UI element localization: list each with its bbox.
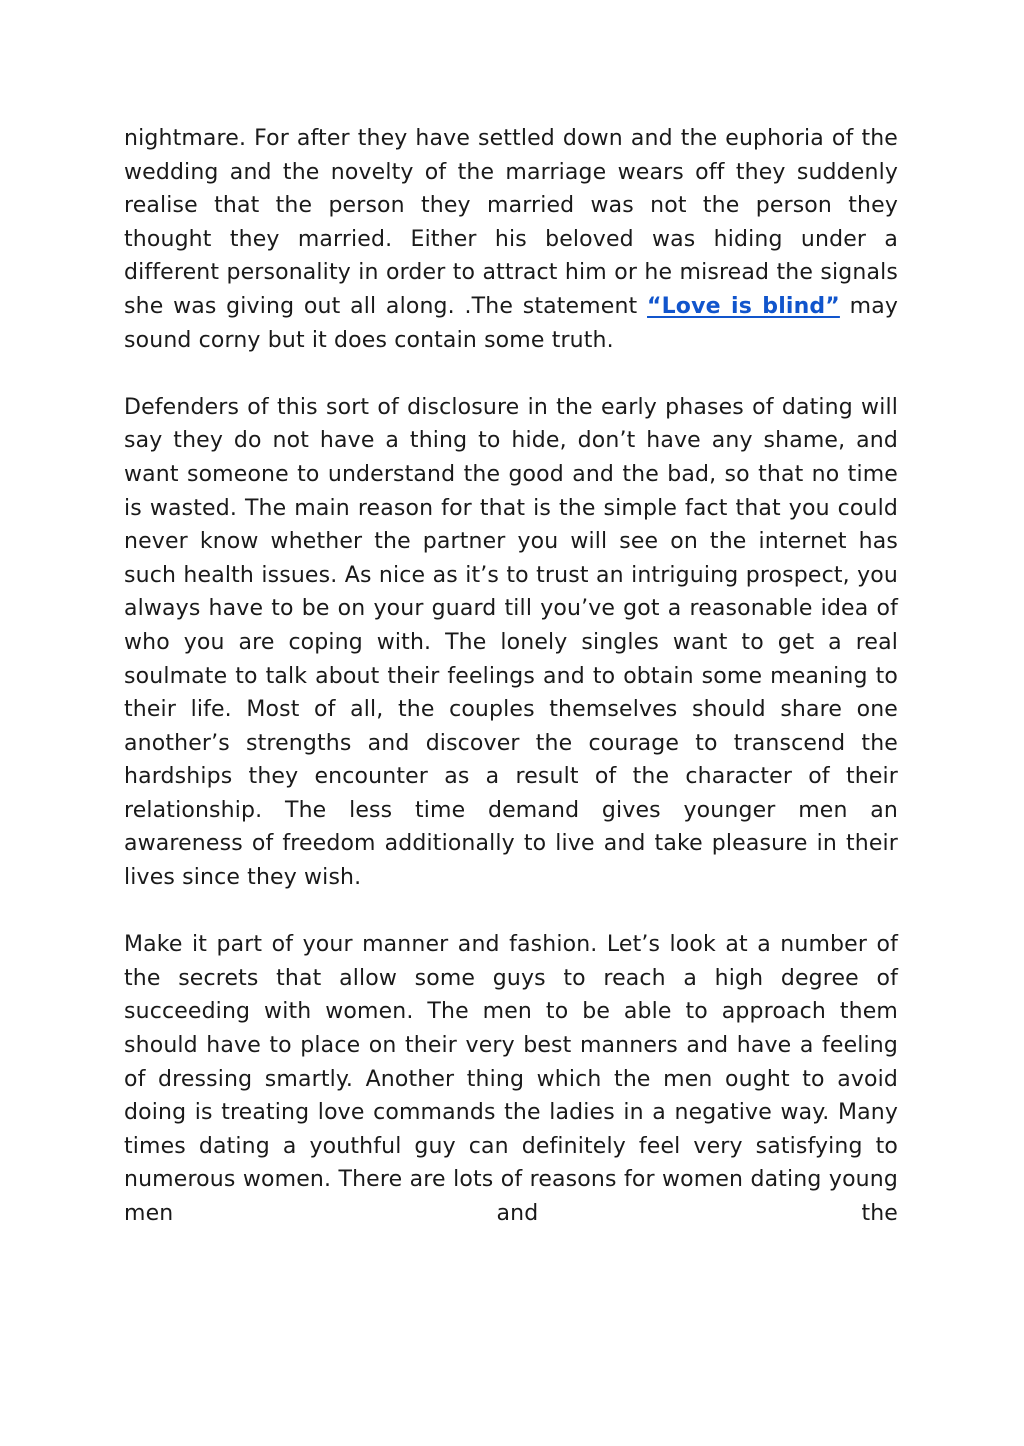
paragraph-1-after-link: may sound corny but it does contain some truth. xyxy=(124,293,898,353)
love-is-blind-link[interactable]: “Love is blind” xyxy=(647,293,840,319)
body-text xyxy=(124,122,898,1231)
paragraph-1 xyxy=(124,122,898,357)
paragraph-1-before-link: nightmare. For after they have settled down and the euphoria of the wedding and the novelty of the marriage wears off they suddenly realise that the person they married was not the person they thought they married. Either his beloved was hiding under a different personality in order to attract him or he misread the signals she was giving out all along. .The statement xyxy=(124,126,898,319)
paragraph-2: Defenders of this sort of disclosure in the early phases of dating will say they do not have a thing to hide, don’t have any shame, and want someone to understand the good and the bad, so that no time is wasted. The main reason for that is the simple fact that you could never know whether the partner you will see on the internet has such health issues. As nice as it’s to trust an intriguing prospect, you always have to be on your guard till you’ve got a reasonable idea of who you are coping with. The lonely singles want to get a real soulmate to talk about their feelings and to obtain some meaning to their life. Most of all, the couples themselves should share one another’s strengths and discover the courage to transcend the hardships they encounter as a result of the character of their relationship. The less time demand gives younger men an awareness of freedom additionally to live and take pleasure in their lives since they wish. xyxy=(124,394,898,891)
paragraph-3: Make it part of your manner and fashion. Let’s look at a number of the secrets that allow some guys to reach a high degree of succeeding with women. The men to be able to approach them should have to place on their very best manners and have a feeling of dressing smartly. Another thing which the men ought to avoid doing is treating love commands the ladies in a negative way. Many times dating a youthful guy can definitely feel very satisfying to numerous women. There are lots of reasons for women dating young men and the xyxy=(124,932,898,1226)
